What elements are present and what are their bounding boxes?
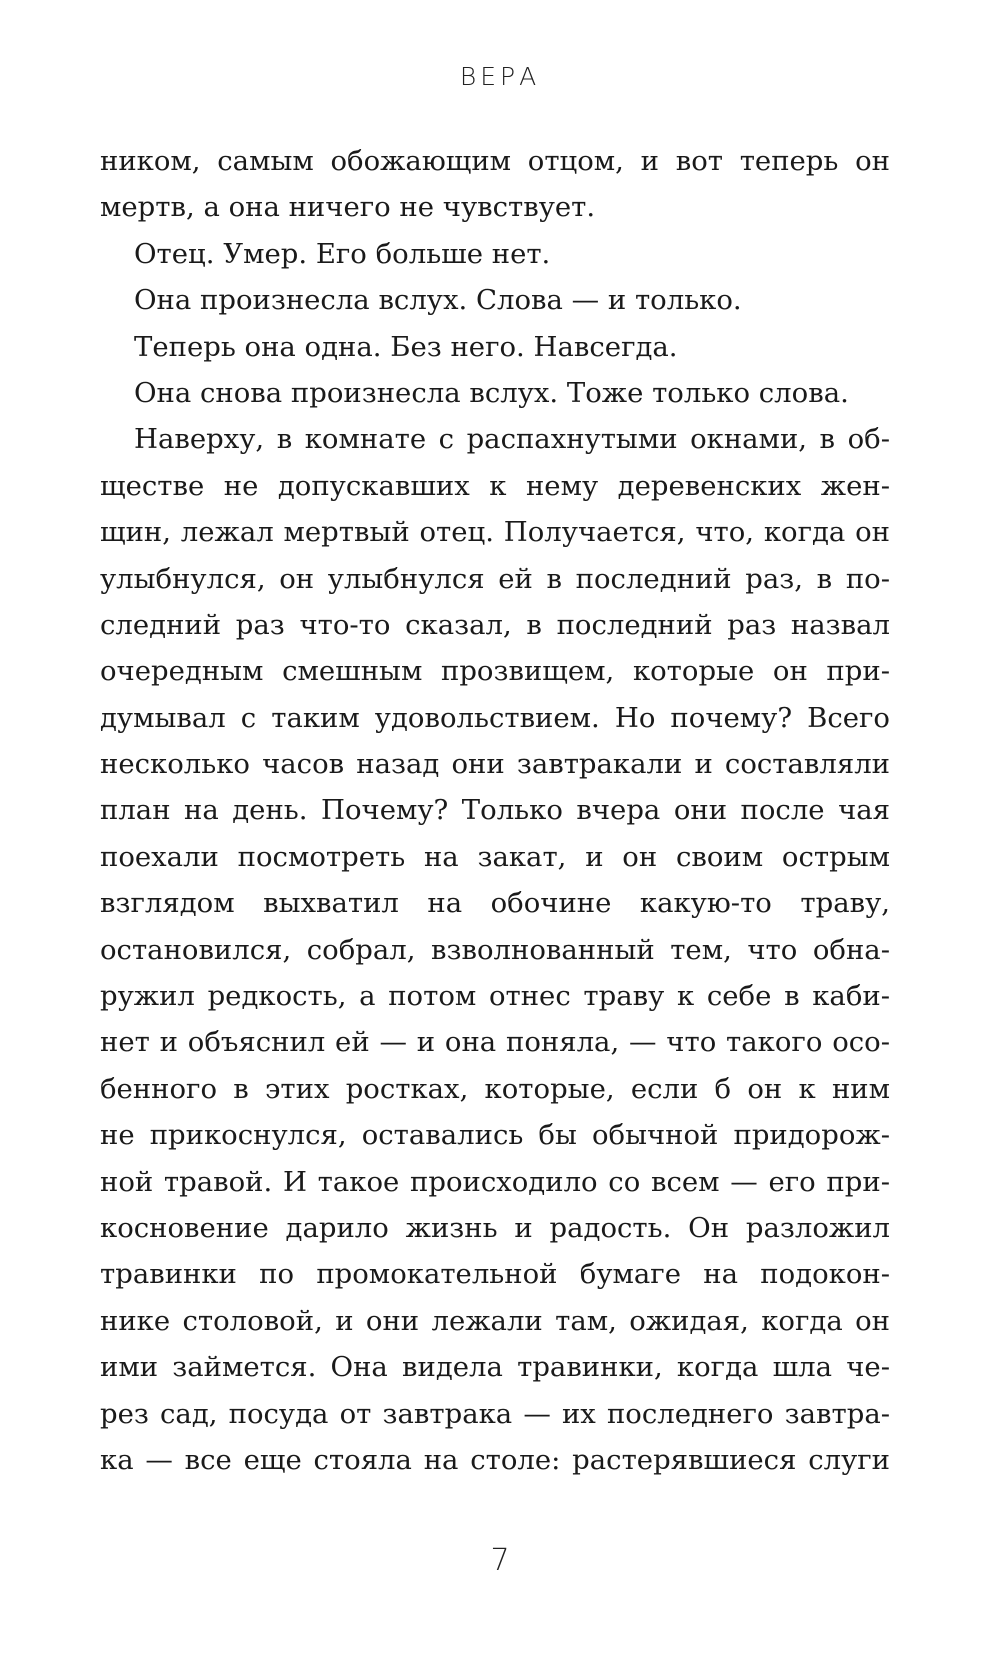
text-line: мертв, а она ничего не чувствует. bbox=[100, 191, 596, 224]
text-line: взглядом выхватил на обочине какую-то траву, bbox=[100, 887, 890, 920]
text-line: щин, лежал мертвый отец. Получается, что, когда он bbox=[100, 516, 890, 549]
text-line: думывал с таким удовольствием. Но почему? Всего bbox=[100, 701, 890, 734]
text-line: ими займется. Она видела травинки, когда шла че- bbox=[100, 1351, 890, 1384]
text-line: Она снова произнесла вслух. Тоже только слова. bbox=[134, 376, 849, 409]
text-line: очередным смешным прозвищем, которые он при- bbox=[100, 655, 890, 688]
running-head: ВЕРА bbox=[459, 62, 541, 91]
text-line: остановился, собрал, взволнованный тем, что обна- bbox=[100, 933, 890, 966]
text-line: план на день. Почему? Только вчера они после чая bbox=[100, 794, 890, 827]
text-line: бенного в этих ростках, которые, если б он к ним bbox=[100, 1072, 890, 1105]
text-line: Наверху, в комнате с распахнутыми окнами, в об- bbox=[134, 423, 890, 456]
text-line: следний раз что-то сказал, в последний раз назвал bbox=[100, 608, 890, 641]
text-line: ружил редкость, а потом отнес траву к себе в каби- bbox=[100, 980, 890, 1013]
text-line: не прикоснулся, оставались бы обычной придорож- bbox=[100, 1119, 890, 1152]
text-line: улыбнулся, он улыбнулся ей в последний раз, в по- bbox=[100, 562, 890, 595]
text-line: нике столовой, и они лежали там, ожидая, когда он bbox=[100, 1304, 890, 1337]
text-line: несколько часов назад они завтракали и составляли bbox=[100, 748, 890, 781]
text-line: косновение дарило жизнь и радость. Он разложил bbox=[100, 1211, 890, 1244]
body-text bbox=[100, 138, 890, 1483]
text-line: Отец. Умер. Его больше нет. bbox=[134, 237, 551, 270]
text-line: травинки по промокательной бумаге на подокон- bbox=[100, 1258, 890, 1291]
text-line: ником, самым обожающим отцом, и вот теперь он bbox=[100, 145, 890, 177]
text-line: Теперь она одна. Без него. Навсегда. bbox=[134, 330, 678, 363]
text-line: ка — все еще стояла на столе: растерявшиеся слуги bbox=[100, 1443, 890, 1476]
text-line: поехали посмотреть на закат, и он своим острым bbox=[100, 840, 890, 873]
text-line: ществе не допускавших к нему деревенских жен- bbox=[100, 469, 890, 502]
text-line: Она произнесла вслух. Слова — и только. bbox=[134, 284, 742, 317]
page-number: 7 bbox=[490, 1543, 510, 1578]
text-line: рез сад, посуда от завтрака — их последнего завтра- bbox=[100, 1397, 890, 1430]
text-line: нет и объяснил ей — и она поняла, — что такого осо- bbox=[100, 1026, 890, 1059]
text-line: ной травой. И такое происходило со всем — его при- bbox=[100, 1165, 890, 1198]
